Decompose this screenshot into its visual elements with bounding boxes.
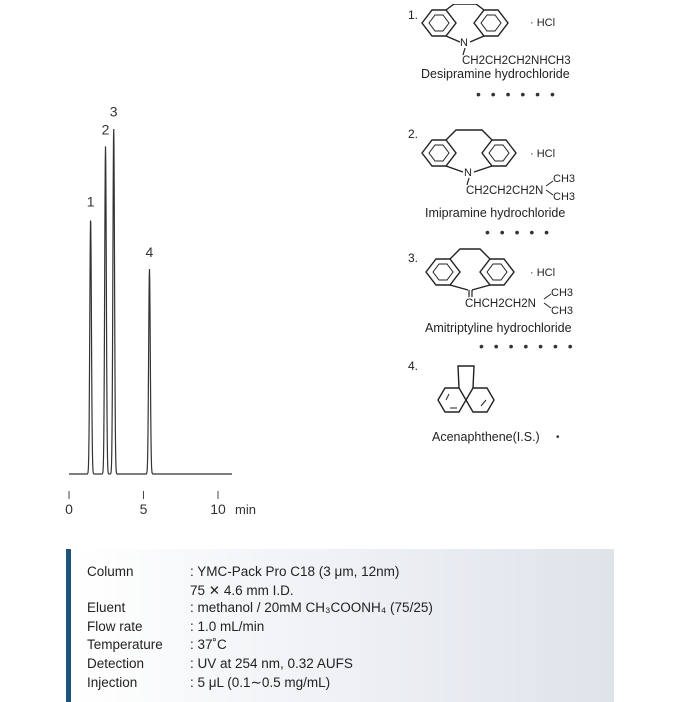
- x-tick-label-1: 5: [139, 501, 148, 517]
- compound-number: 2.: [408, 127, 419, 141]
- salt-label: · HCl: [530, 148, 556, 160]
- compound-name: Acenaphthene(I.S.): [432, 430, 540, 444]
- dot-leader: • • • • •: [485, 224, 553, 240]
- condition-value: : 37˚C: [190, 637, 227, 652]
- condition-label: Column: [87, 564, 134, 579]
- x-axis-unit-label: min: [235, 502, 256, 517]
- chromatogram: [0, 0, 360, 530]
- peak-label-1: 1: [86, 193, 95, 210]
- methyl-label: CH3: [551, 305, 574, 317]
- salt-label: · HCl: [530, 267, 556, 279]
- x-tick-label-0: 0: [65, 501, 73, 517]
- imipramine-structure-icon: [420, 126, 610, 206]
- chromatogram-trace: [69, 129, 232, 474]
- compound-number: 4.: [408, 359, 419, 373]
- methyl-label: CH3: [551, 287, 574, 299]
- svg-text:N: N: [464, 167, 472, 179]
- condition-value: : 1.0 mL/min: [190, 619, 265, 634]
- sidechain-label: CH2CH2CH2NHCH3: [462, 55, 571, 67]
- methyl-label: CH3: [553, 173, 576, 185]
- dot-leader: • • • • • •: [476, 86, 558, 102]
- sidechain-label: CH2CH2CH2N: [466, 185, 544, 197]
- compound-name: Imipramine hydrochloride: [425, 206, 566, 220]
- salt-label: · HCl: [530, 17, 556, 29]
- acenaphthene-structure-icon: [434, 360, 514, 426]
- x-tick-label-2: 10: [210, 501, 226, 517]
- condition-label: Eluent: [87, 600, 126, 615]
- condition-value: : methanol / 20mM CH₃COONH₄ (75/25): [190, 600, 433, 615]
- condition-label: Injection: [87, 675, 138, 690]
- dot-leader: •: [556, 432, 563, 443]
- compound-name: Amitriptyline hydrochloride: [425, 321, 572, 335]
- dot-leader: • • • • • • •: [479, 338, 576, 354]
- condition-value: : UV at 254 nm, 0.32 AUFS: [190, 656, 353, 671]
- condition-value: 75 ✕ 4.6 mm I.D.: [190, 583, 294, 598]
- compound-name: Desipramine hydrochloride: [421, 67, 570, 81]
- sidechain-label: CHCH2CH2N: [465, 298, 536, 310]
- conditions-panel: [66, 549, 614, 702]
- methyl-label: CH3: [553, 191, 576, 203]
- compound-number: 3.: [408, 251, 419, 265]
- condition-label: Detection: [87, 656, 145, 671]
- peak-label-3: 3: [109, 103, 118, 120]
- peak-label-4: 4: [145, 243, 154, 260]
- svg-text:N: N: [460, 37, 468, 49]
- condition-value: : 5 μL (0.1∼0.5 mg/mL): [190, 675, 331, 690]
- peak-label-2: 2: [101, 121, 110, 138]
- compound-number: 1.: [408, 8, 419, 22]
- condition-label: Temperature: [87, 637, 163, 652]
- condition-label: Flow rate: [87, 619, 143, 634]
- amitriptyline-structure-icon: [420, 244, 610, 320]
- desipramine-structure-icon: [420, 4, 610, 68]
- condition-value: : YMC-Pack Pro C18 (3 μm, 12nm): [190, 564, 400, 579]
